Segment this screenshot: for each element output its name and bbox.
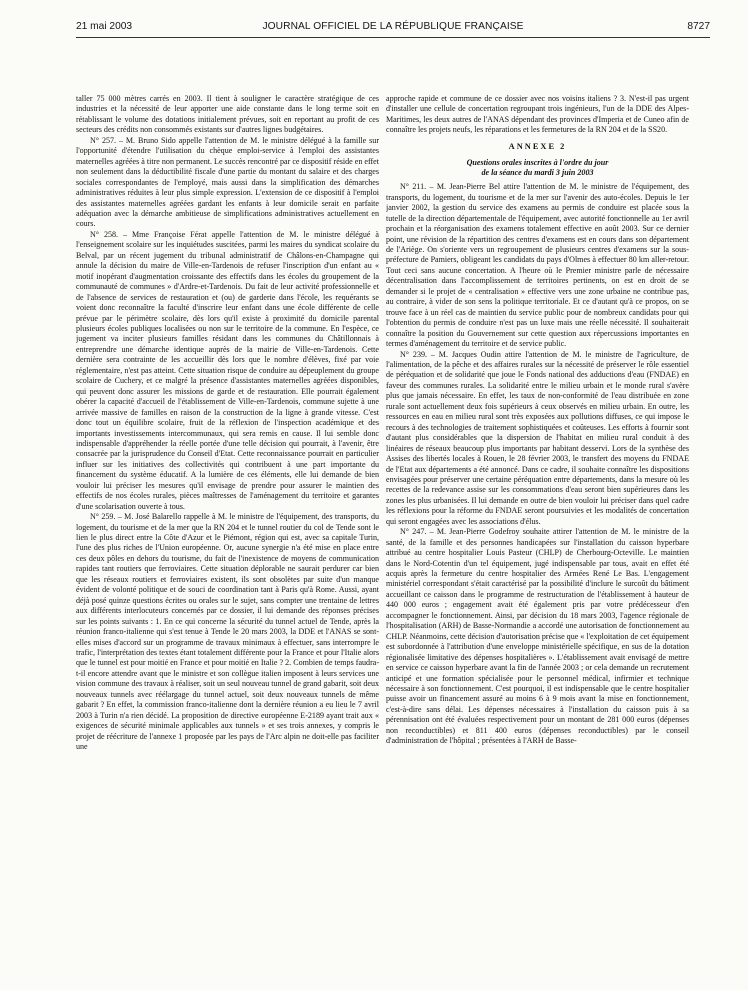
- header-rule: [76, 37, 710, 38]
- annexe-subtitle-line-2: de la séance du mardi 3 juin 2003: [481, 168, 594, 178]
- question-257: N° 257. – M. Bruno Sido appelle l'attention de M. le ministre délégué à la famille sur l'opportunité d'étendre l'utilisation du chèque emploi-service à l'emploi des assistantes maternelles agréées à titre non permanent. Le succès rencontré par ce dispositif réside en effet non seulement dans la déductibilité fiscale d'une partie du montant du salaire et des charges sociales correspondantes de l'employé, mais aussi dans la simplification des démarches administratives réduites à leur plus simple expression. L'extension de ce dispositif à l'emploi des assistantes maternelles agréées gardant les enfants à leur domicile serait en parfaite adéquation avec la démarche ambitieuse de simplifications administratives actuellement en cours.: [76, 135, 379, 229]
- right-column: [386, 94, 689, 984]
- left-column: [76, 94, 379, 984]
- right-paragraph-1: approche rapide et commune de ce dossier avec nos voisins italiens ? 3. N'est-il pas urgent d'installer une cellule de concertation regroupant trois ingénieurs, l'un de la DDE des Alpes-Maritimes, les deux autres de l'ANAS dépendant des provinces d'Imperia et de Cuneo afin de connaître les projets neufs, les réparations et les fermetures de la RN 204 et de la SS20.: [386, 94, 689, 135]
- question-247: N° 247. – M. Jean-Pierre Godefroy souhaite attirer l'attention de M. le ministre de la santé, de la famille et des personnes handicapées sur l'installation du caisson hyperbare attribué au centre hospitalier Louis Pasteur (CHLP) de Cherbourg-Octeville. Le maintien dans le Nord-Cotentin d'un tel équipement, jugé indispensable par tous, avait en effet été acquis après la fermeture du centre hospitalier des Armées René Le Bas. L'engagement ministériel correspondant s'était caractérisé par la possibilité d'inclure le surcoût du bâtiment accueillant ce caisson dans le programme de restructuration de l'établissement à hauteur de 440 000 euros ; engagement avait été également pris par votre prédécesseur d'en accompagner le fonctionnement. Ainsi, par décision du 18 mars 2003, l'agence régionale de l'hospitalisation (ARH) de Basse-Normandie a accordé une autorisation de fonctionnement au CHLP. Néanmoins, cette décision d'autorisation précise que « l'exploitation de cet équipement est subordonnée à l'attribution d'une enveloppe ministérielle spécifique, en sus de la dotation régionalisée limitative des dépenses hospitalières ». L'établissement avait envisagé de mettre en service ce caisson hyperbare avant la fin de l'année 2003 ; or cela demande un recrutement anticipé et une formation spécialisée pour le personnel médical, infirmier et technique nécessaire à son fonctionnement. C'est pourquoi, il est indispensable que le centre hospitalier puisse avoir un financement assuré au moins 6 à 9 mois avant la mise en fonctionnement, c'est-à-dire sans délai. Les dépenses nécessaires à l'installation du caisson puis à sa pérennisation ont été évaluées respectivement pour un montant de 281 000 euros (dépenses non reconductibles) et 811 400 euros (dépenses reconductibles) par le conseil d'administration de l'hôpital ; présentées à l'ARH de Basse-: [386, 527, 689, 746]
- header-date: 21 mai 2003: [76, 21, 133, 32]
- question-259: N° 259. – M. José Balarello rappelle à M. le ministre de l'équipement, des transports, du logement, du tourisme et de la mer que la RN 204 et le tunnel routier du col de Tende sont le lien le plus direct entre la Côte d'Azur et le Piémont, région qui est, avec sa capitale Turin, l'une des plus riches de l'Union européenne. Or, aucune synergie n'a été mise en place entre ces deux pôles en dehors du tourisme, du fait de l'inexistence de moyens de communication rapides tant routiers que ferroviaires. Cette situation déplorable ne saurait perdurer car bien que les réseaux routiers et ferroviaires existent, ils sont obsolètes par suite d'un manque évident de volonté politique et de souci de coordination tant à Paris qu'à Rome. Aussi, ayant déjà posé quinze questions écrites ou orales sur le sujet, sans compter une trentaine de lettres aux différents interlocuteurs concernés par ce dossier, il lui demande des réponses précises sur les points suivants : 1. En ce qui concerne la sécurité du tunnel actuel de Tende, après la réunion franco-italienne qui s'est tenue à Tende le 20 mars 2003, la DDE et l'ANAS se sont-elles mises d'accord sur un programme de travaux minimaux à effectuer, sans interrompre le trafic, l'interprétation des textes étant totalement différente pour la France et pour l'Italie alors que le tunnel est pour moitié en France et pour moitié en Italie ? 2. Combien de temps faudra-t-il encore attendre avant que le ministre et son collègue italien imposent à leurs services une vision commune des travaux à réaliser, soit un seul nouveau tunnel de grand gabarit, soit deux nouveaux tunnels avec réélargage du tunnel actuel, soit deux nouveaux tunnels de même gabarit ? En effet, la commission franco-italienne dont la dernière réunion a eu lieu le 7 avril 2003 à Turin n'a rien décidé. La proposition de directive européenne E-2189 ayant trait aux « exigences de sécurité minimale applicables aux tunnels » et ses trois annexes, y compris le projet de réécriture de l'annexe 1 proposée par les pays de l'Arc alpin ne doit-elle pas faciliter une: [76, 512, 379, 752]
- header-page-number: 8727: [687, 21, 710, 32]
- annexe-title: ANNEXE 2: [508, 141, 567, 151]
- header-title: JOURNAL OFFICIEL DE LA RÉPUBLIQUE FRANÇAISE: [262, 21, 524, 32]
- annexe-subtitle-line-1: Questions orales inscrites à l'ordre du jour: [466, 158, 609, 168]
- page-header: [76, 21, 710, 35]
- question-239: N° 239. – M. Jacques Oudin attire l'attention de M. le ministre de l'agriculture, de l'alimentation, de la pêche et des affaires rurales sur la nécessité de préserver le rôle essentiel de péréquation et de solidarité que joue le Fonds national des adductions d'eau (FNDAE) en faveur des communes rurales. La solidarité entre le milieu urbain et le monde rural s'avère plus que jamais nécessaire. En effet, les taux de non-conformité de l'eau distribuée en zone rurale sont actuellement deux fois supérieurs à ceux observés en milieu urbain. En outre, les ressources en eau en milieu rural sont très exposées aux pollutions diffuses, ce qui impose le recours à des technologies de traitement sophistiquées et coûteuses. Les efforts à fournir sont d'autant plus considérables que la dispersion de l'habitat en milieu rural conduit à des linéaires de réseaux beaucoup plus importants par habitant desservi. Lors de la synthèse des Assises des libertés locales à Rouen, le 28 février 2003, le transfert des moyens du FNDAE de l'Etat aux départements a été annoncé. Dans ce cadre, il souhaite connaître les dispositions envisagées pour préserver une certaine péréquation entre départements, dans la mesure où les recettes de la redevance assise sur les consommations d'eau seront bien supérieures dans les zones les plus urbanisées. Il lui demande en outre de bien vouloir lui préciser dans quel cadre les réflexions pour la réforme du FNDAE seront poursuivies et les modalités de concertation qui seront engagées avec les associations d'élus.: [386, 349, 689, 526]
- question-211: N° 211. – M. Jean-Pierre Bel attire l'attention de M. le ministre de l'équipement, des transports, du logement, du tourisme et de la mer sur l'avenir des auto-écoles. Depuis le 1er janvier 2002, la gestion du service des examens au permis de conduire est placée sous la tutelle de la direction départementale de l'équipement, avec autorité fonctionnelle au 1er avril prochain et la réorganisation des examens totalement effective en août 2003. Sur ce dernier point, une révision de la répartition des centres d'examens est en cours dans son département de l'Ariège. On s'oriente vers un regroupement de plusieurs centres d'examens sur la sous-préfecture de Pamiers, obligeant les candidats du pays d'Olmes à effectuer 80 km aller-retour. Tout ceci sans aucune concertation. A l'heure où le Premier ministre parle de nécessaire décentralisation dans l'accomplissement de territoires pertinents, on est en droit de se demander si le projet de « centralisation » effective vers une zone urbaine ne contribue pas, au contraire, à vider de son sens la politique territoriale. Et ce d'autant qu'à ce propos, on se trouve face à un réel cas de maintien du service public pour de nombreux candidats pour qui l'obtention du permis de conduire n'est pas un luxe mais une réelle nécessité. Il souhaiterait connaître la position du Gouvernement sur cette question aux répercussions importantes en termes d'aménagement du territoire et de service public.: [386, 182, 689, 349]
- annexe-subtitle: [386, 158, 689, 178]
- left-paragraph-1: taller 75 000 mètres carrés en 2003. Il tient à souligner le caractère stratégique de ces industries et la nécessité de leur apporter une aide constante dans le long terme soit en rétablissant le volume des dotations initialement prévues, soit en reportant au profit de ces secteurs des crédits non consommés existants sur d'autres lignes budgétaires.: [76, 94, 379, 135]
- question-258: N° 258. – Mme Françoise Férat appelle l'attention de M. le ministre délégué à l'enseignement scolaire sur les inquiétudes suscitées, parmi les maires du syndicat scolaire du Belval, par un récent jugement du tribunal administratif de Châlons-en-Champagne qui annule la décision du maire de Ville-en-Tardenois de refuser l'inscription d'un enfant au « motif inopérant d'augmentation croissante des effectifs dans les écoles du groupement de la communauté de communes » d'Ardre-et-Tardenois. Du fait de leur activité professionnelle et de l'absence de services de restauration et (ou) de garderie dans l'école, les requérants se voient donc reconnaître la faculté d'inscrire leur enfant dans une école différente de celle prévue par le périmètre scolaire, dès lors qu'il existe à proximité du domicile parental plusieurs écoles publiques localisées ou non sur le territoire de la commune. En l'espèce, ce jugement va inciter plusieurs familles résidant dans les communes du Châtillonnais à entreprendre une démarche identique auprès de la mairie de Ville-en-Tardenois. Cette dernière sera contrainte de les accueillir dès lors que le nombre d'élèves, fixé par voie réglementaire, n'est pas atteint. Cette situation risque de conduire au dépeuplement du groupe scolaire de Cuchery, et ce malgré la présence d'assistantes maternelles agréées disponibles, qui peuvent donc assurer les missions de garde et de restauration. Elle pourrait également obérer la capacité d'accueil de l'établissement de Ville-en-Tardenois, commune sujette à une arrivée massive de familles en raison de la construction de la ligne à grande vitesse. C'est donc tout un équilibre scolaire, fruit de la réflexion de l'inspection académique et des importants investissements intercommunaux, qui sera remis en cause. Il lui semble donc indispensable d'appréhender la réelle portée d'une telle décision qui pourrait, à l'avenir, être consacrée par la jurisprudence du Conseil d'Etat. Cette reconnaissance pourrait en particulier influer sur les initiatives des collectivités qui contribuent à une part importante du financement du système éducatif. A la lumière de ces éléments, elle lui demande de bien vouloir lui préciser les mesures qu'il envisage de prendre pour assurer le maintien des effectifs de nos écoles rurales, pièces maîtresses de l'aménagement du territoire et garantes d'une scolarisation ouverte à tous.: [76, 229, 379, 511]
